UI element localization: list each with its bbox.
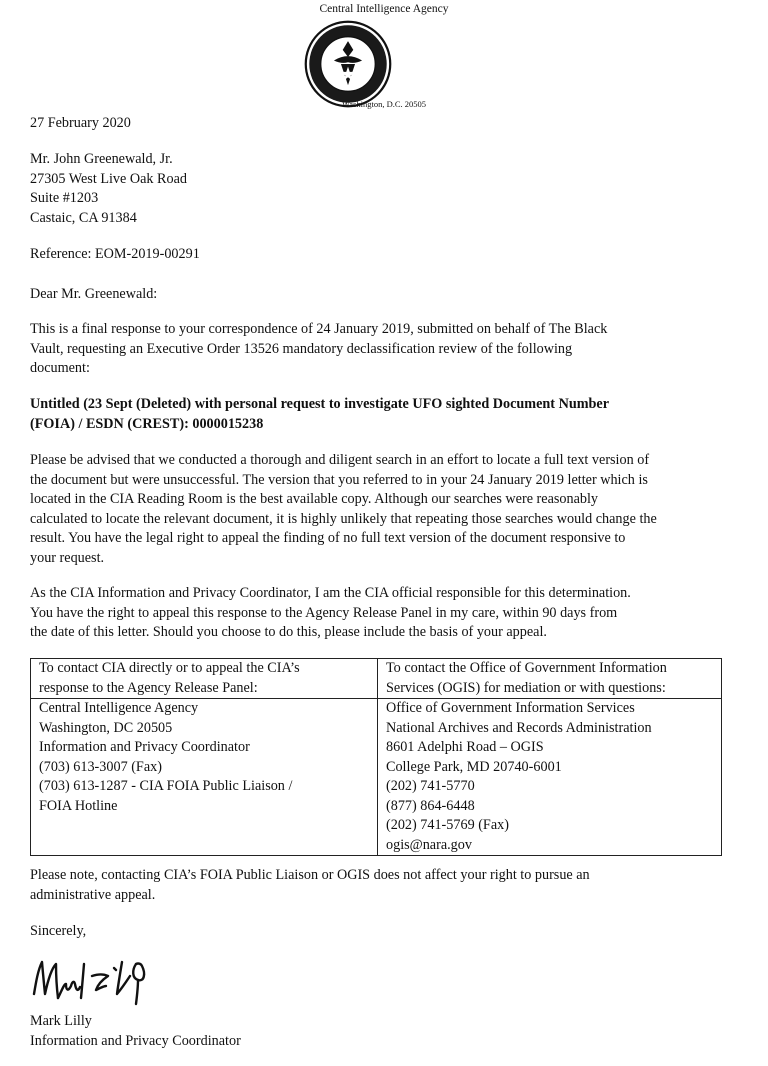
- salutation: Dear Mr. Greenewald:: [30, 286, 158, 302]
- text-line: ogis@nara.gov: [386, 836, 472, 853]
- text-line: To contact CIA directly or to appeal the CIA’s: [39, 660, 300, 676]
- text-line: result. You have the legal right to appeal the finding of no full text version of the document responsive to: [30, 530, 626, 546]
- recipient-line: Suite #1203: [30, 190, 99, 206]
- signer-title: Information and Privacy Coordinator: [30, 1032, 241, 1049]
- closing: Sincerely,: [30, 923, 87, 939]
- letterhead-address: Washington, D.C. 20505: [341, 99, 427, 109]
- cia-seal-icon: [304, 20, 392, 108]
- text-line: your request.: [30, 549, 105, 566]
- letter-date: 27 February 2020: [30, 115, 131, 131]
- contact-table-header-row: [31, 659, 722, 699]
- paragraph-request: [30, 320, 607, 379]
- text-line: administrative appeal.: [30, 886, 156, 903]
- text-line: College Park, MD 20740-6001: [386, 758, 562, 775]
- text-line: Washington, DC 20505: [39, 719, 173, 736]
- signature-icon: [28, 954, 158, 1012]
- text-line: (202) 741-5769 (Fax): [386, 817, 509, 833]
- text-line: Central Intelligence Agency: [39, 700, 199, 716]
- recipient-line: Castaic, CA 91384: [30, 209, 137, 226]
- text-line: FOIA Hotline: [39, 797, 118, 814]
- text-line: This is a final response to your correspondence of 24 January 2019, submitted on behalf of The Black: [30, 321, 608, 337]
- text-line: (FOIA) / ESDN (CREST): 0000015238: [30, 415, 264, 432]
- letterhead-agency: Central Intelligence Agency: [319, 3, 449, 15]
- signer-name: Mark Lilly: [30, 1013, 92, 1029]
- text-line: You have the right to appeal this response to the Agency Release Panel in my care, within 90 days from: [30, 604, 618, 621]
- text-line: 8601 Adelphi Road – OGIS: [386, 739, 544, 755]
- text-line: As the CIA Information and Privacy Coordinator, I am the CIA official responsible for this determination.: [30, 585, 631, 601]
- paragraph-search-result: [30, 451, 657, 568]
- text-line: located in the CIA Reading Room is the best available copy. Although our searches were reasonably: [30, 491, 598, 507]
- signer-block: [30, 1012, 241, 1051]
- text-line: (703) 613-1287 - CIA FOIA Public Liaison /: [39, 778, 293, 794]
- text-line: Please be advised that we conducted a thorough and diligent search in an effort to locate a full text version of: [30, 452, 650, 468]
- contact-table-body-row: [31, 699, 722, 856]
- contact-table-header-cia: [31, 659, 378, 699]
- text-line: response to the Agency Release Panel:: [39, 679, 258, 696]
- text-line: Please note, contacting CIA’s FOIA Public Liaison or OGIS does not affect your right to pursue an: [30, 867, 590, 883]
- text-line: document:: [30, 360, 90, 376]
- text-line: Information and Privacy Coordinator: [39, 739, 250, 755]
- paragraph-note: [30, 866, 590, 905]
- contact-table: [30, 658, 722, 856]
- text-line: calculated to locate the relevant document, it is highly unlikely that repeating those searches would change the: [30, 510, 657, 527]
- paragraph-appeal-rights: [30, 584, 631, 643]
- reference-line: Reference: EOM-2019-00291: [30, 246, 200, 262]
- contact-table-cia-details: [31, 699, 378, 856]
- text-line: the document but were unsuccessful. The version that you referred to in your 24 January 2019 letter which is: [30, 471, 648, 488]
- recipient-line: 27305 West Live Oak Road: [30, 170, 187, 187]
- text-line: To contact the Office of Government Information: [386, 660, 667, 676]
- recipient-address: [30, 150, 187, 228]
- contact-table-header-ogis: [378, 659, 722, 699]
- text-line: (877) 864-6448: [386, 797, 475, 814]
- recipient-line: Mr. John Greenewald, Jr.: [30, 151, 173, 167]
- text-line: Untitled (23 Sept (Deleted) with personal request to investigate UFO sighted Document Number: [30, 396, 610, 412]
- text-line: National Archives and Records Administration: [386, 719, 652, 736]
- document-title: [30, 395, 609, 434]
- text-line: Vault, requesting an Executive Order 13526 mandatory declassification review of the following: [30, 340, 573, 357]
- text-line: Services (OGIS) for mediation or with questions:: [386, 679, 666, 696]
- text-line: the date of this letter. Should you choose to do this, please include the basis of your appeal.: [30, 624, 547, 640]
- text-line: (202) 741-5770: [386, 778, 475, 794]
- text-line: (703) 613-3007 (Fax): [39, 758, 162, 775]
- text-line: Office of Government Information Services: [386, 700, 635, 716]
- contact-table-ogis-details: [378, 699, 722, 856]
